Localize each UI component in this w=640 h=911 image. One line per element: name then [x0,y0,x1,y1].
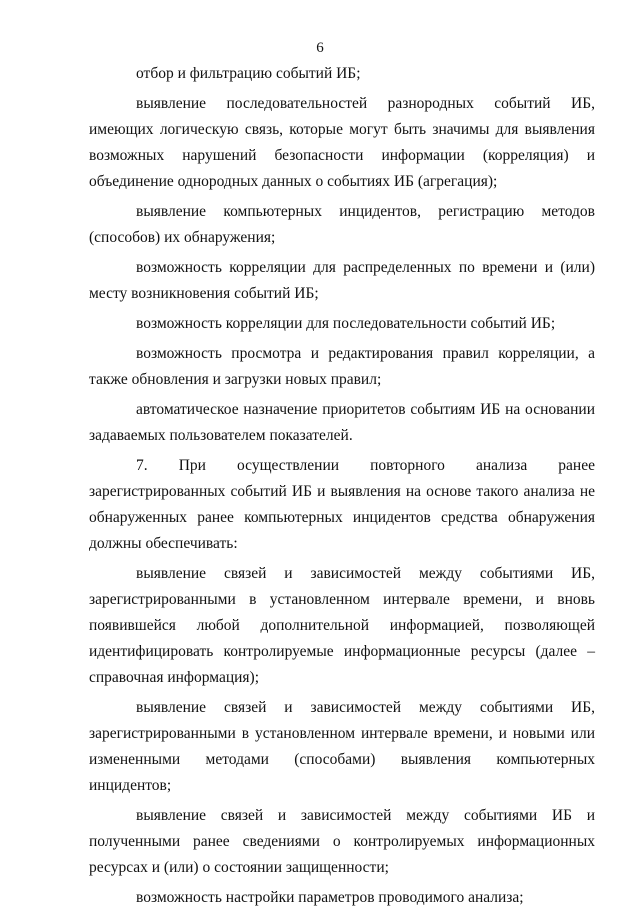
paragraph-rule-editing: возможность просмотра и редактирования правил корреляции, а также обновления и загрузки новых правил; [89,345,595,388]
paragraph-priorities: автоматическое назначение приоритетов событиям ИБ на основании задаваемых пользователем показателей. [89,401,595,444]
document-body [89,61,595,911]
paragraph-correlation: выявление последовательностей разнородных событий ИБ, имеющих логическую связь, которые могут быть значимы для выявления возможных нарушений безопасности информации (корреляция) и объединение однородных данных о событиях ИБ (агрегация); [89,95,595,190]
paragraph-new-methods: выявление связей и зависимостей между событиями ИБ, зарегистрированными в установленном интервале времени, и новыми или измененными методами (способами) выявления компьютерных инцидентов; [89,699,595,794]
paragraph-distributed-correlation: возможность корреляции для распределенных по времени и (или) месту возникновения событий ИБ; [89,259,595,302]
paragraph-filtering: отбор и фильтрацию событий ИБ; [136,65,361,82]
paragraph-analysis-settings: возможность настройки параметров проводимого анализа; [136,889,524,906]
page-number: 6 [316,40,324,56]
paragraph-reference-info: выявление связей и зависимостей между событиями ИБ, зарегистрированными в установленном интервале времени, и вновь появившейся любой дополнительной информацией, позволяющей идентифицировать контролируемые информационные ресурсы (далее – справочная информация); [89,565,595,686]
paragraph-incident-detection: выявление компьютерных инцидентов, регистрацию методов (способов) их обнаружения; [89,203,595,246]
paragraph-item-7: 7. При осуществлении повторного анализа ранее зарегистрированных событий ИБ и выявления на основе такого анализа не обнаруженных ранее компьютерных инцидентов средства обнаружения должны обеспечивать: [89,457,595,552]
paragraph-protection-state: выявление связей и зависимостей между событиями ИБ и полученными ранее сведениями о контролируемых информационных ресурсах и (или) о состоянии защищенности; [89,807,595,876]
paragraph-sequence-correlation: возможность корреляции для последовательности событий ИБ; [136,315,556,332]
